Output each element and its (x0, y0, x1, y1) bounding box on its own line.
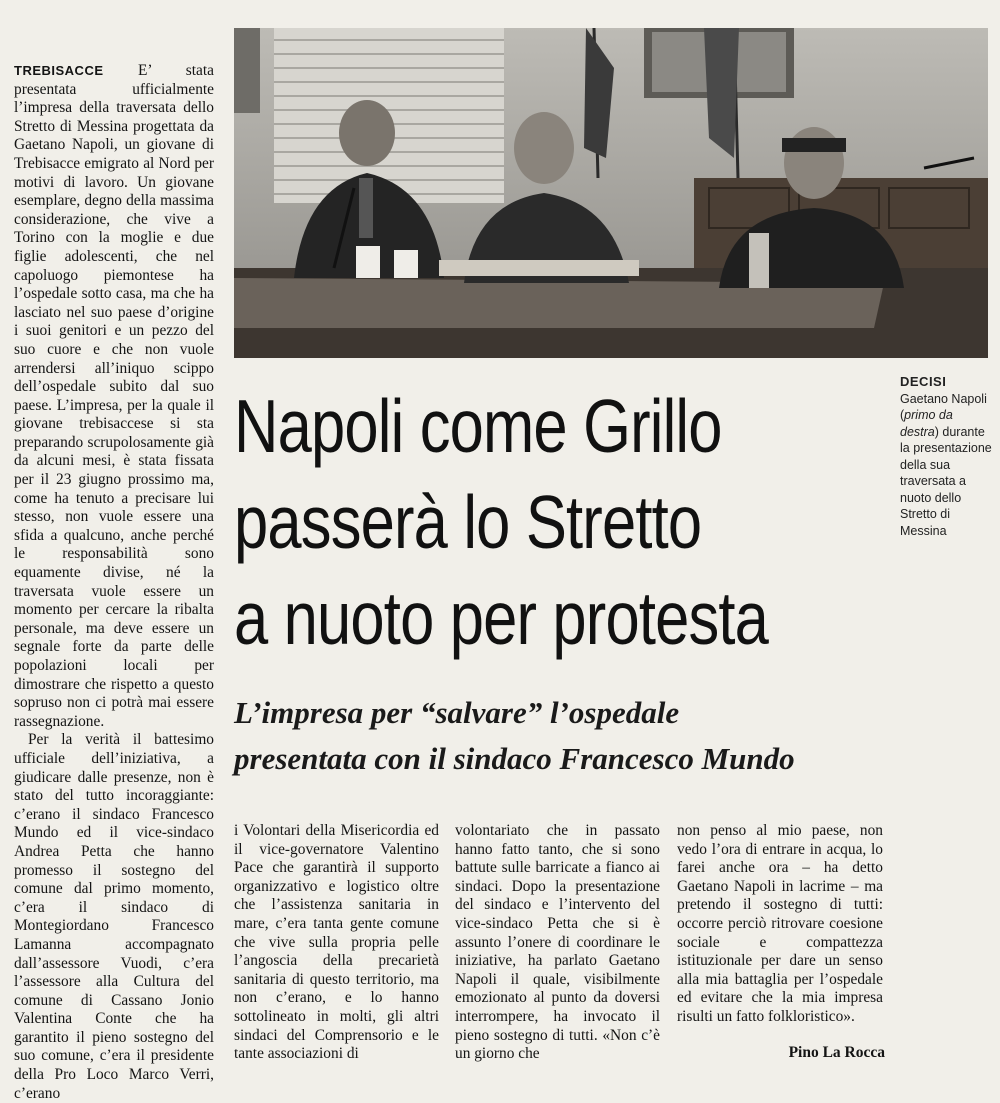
article-paragraph-2: Per la verità il battesimo ufficiale dell’iniziativa, a giudicare dalle presenze, non è stato del tutto incoraggiante: c’erano il sindaco Francesco Mundo ed il vice-sindaco Andrea Petta che hanno promesso il sostegno del comune dal primo momento, c’era il sindaco di Montegiordano Francesco Lamanna accompagnato dall’assessore Vuodi, c’era l’assessore alla Cultura del comune di Cassano Jonio Valentina Conte che ha garantito il pieno sostegno del suo comune, c’era il presidente della Pro Loco Marco Verri, c’erano (14, 731, 214, 1102)
subheadline (234, 690, 894, 782)
press-conference-photo (234, 28, 988, 358)
photo-caption (900, 374, 995, 539)
photo-illustration (234, 28, 988, 358)
article-column-1 (14, 62, 214, 1103)
article-column-2-text: i Volontari della Misericordia ed il vice-governatore Valentino Pace che garantirà il supporto organizzativo e logistico oltre che l’assistenza sanitaria in mare, c’era tanta gente comune che vive sulla propria pelle l’angoscia della precarietà sanitaria di questo territorio, ma non c’erano, e lo hanno sottolineato in molti, gli altri sindaci del Comprensorio e le tante associazioni di (234, 822, 439, 1063)
article-column-2 (234, 822, 439, 1064)
subheadline-line-2: presentata con il sindaco Francesco Mundo (234, 741, 795, 776)
subheadline-line-1: L’impresa per “salvare” l’ospedale (234, 695, 680, 730)
headline (234, 378, 775, 666)
article-column-3 (455, 822, 660, 1064)
caption-italic: primo da destra (900, 408, 953, 439)
article-lead-paragraph: E’ stata presentata ufficialmente l’impresa della traversata dello Stretto di Messina progettata da Gaetano Napoli, un giovane di Trebisacce emigrato al Nord per motivi di lavoro. Un giovane esemplare, degno della massima considerazione, che vive a Torino con la moglie e due figlie adolescenti, che nel capoluogo piemontese ha l’ospedale sotto casa, ma che ha lasciato nel suo paese d’origine i suoi genitori e un pezzo del suo cuore e che non vuole arrendersi all’iniquo scippo dell’ospedale subito dal suo paese. L’impresa, per la quale il giovane trebisaccese si sta preparando scrupolosamente già da alcuni mesi, è stata fissata per il 23 giugno prossimo ma, come ha tenuto a precisare lui stesso, non vuole essere una sfida a qualcuno, anche perché le responsabilità sono equamente divise, né la traversata vuole essere un momento per cercare la ribalta personale, ma deve essere un segnale forte da parte delle popolazioni locali per dimostrare che rispetto a questo sopruso non ci potrà mai essere rassegnazione. (14, 62, 214, 730)
caption-label: DECISI (900, 374, 947, 389)
caption-text-a: Gaetano Napoli ( (900, 391, 987, 422)
headline-line-2: passerà lo Stretto (234, 480, 702, 564)
headline-line-1: Napoli come Grillo (234, 384, 722, 468)
author-signature: Pino La Rocca (788, 1044, 885, 1061)
dateline: TREBISACCE (14, 63, 104, 78)
headline-line-3: a nuoto per protesta (234, 576, 769, 660)
article-column-4 (677, 822, 883, 1027)
caption-text-b: ) durante la presentazione della sua traversata a nuoto dello Stretto di Messina (900, 424, 992, 538)
article-column-4-text: non penso al mio paese, non vedo l’ora di entrare in acqua, lo farei anche ora – ha detto Gaetano Napoli in lacrime – ma pretendo il sostegno di tutti: occorre perciò ritrovare coesione sociale e compattezza istituzionale per dare un senso alla mia battaglia per l’ospedale ed evitare che la mia impresa risulti un fatto folkloristico». (677, 822, 883, 1025)
article-column-3-text: volontariato che in passato hanno fatto tanto, che si sono battute sulle barricate a fianco ai sindaci. Dopo la presentazione del sindaco e l’intervento del vice-sindaco Petta che si è assunto l’onere di coordinare le iniziative, ha parlato Gaetano Napoli il quale, visibilmente emozionato al punto da doversi interrompere, ha invocato il pieno sostegno di tutti. «Non c’è un giorno che (455, 822, 660, 1063)
